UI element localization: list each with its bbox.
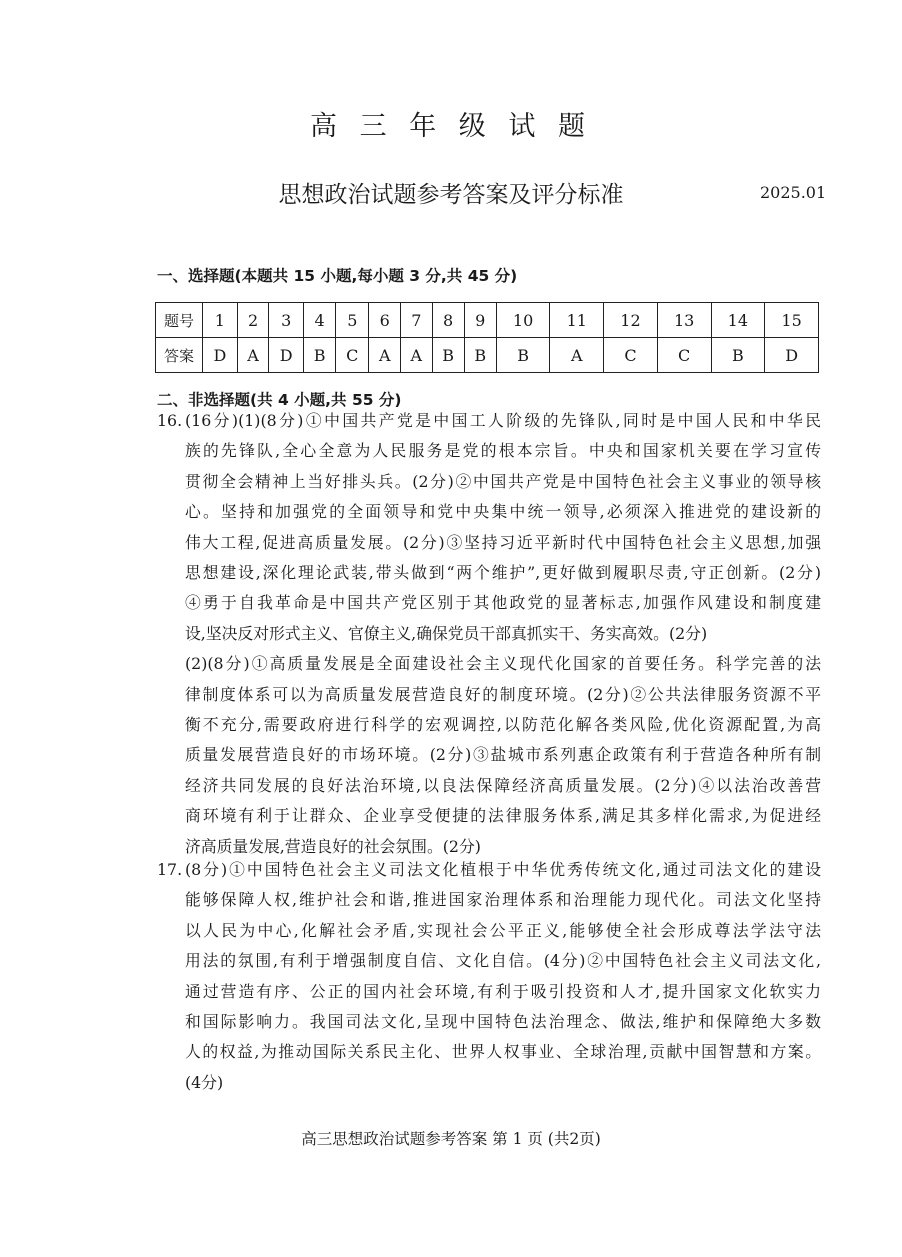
answer-line: 设,坚决反对形式主义、官僚主义,确保党员干部真抓实干、务实高效。(2分): [185, 623, 708, 643]
answer-line: ④勇于自我革命是中国共产党区别于其他政党的显著标志,加强作风建设和制度建: [185, 593, 821, 613]
table-row-label: 答案: [156, 338, 203, 373]
question-17: [157, 855, 821, 1098]
table-cell-answer: B: [496, 338, 550, 373]
document-date: 2025.01: [760, 183, 827, 202]
answer-line: 济高质量发展,营造良好的社会氛围。(2分): [185, 836, 481, 856]
document-subtitle: 思想政治试题参考答案及评分标准: [278, 182, 624, 208]
table-cell-number: 7: [401, 303, 433, 338]
answer-table-number-row: [156, 303, 819, 338]
table-row-label: 题号: [156, 303, 203, 338]
table-cell-number: 5: [336, 303, 369, 338]
table-cell-number: 14: [711, 303, 765, 338]
answer-line: 衡不充分,需要政府进行科学的宏观调控,以防范化解各类风险,优化资源配置,为高: [185, 715, 821, 735]
table-cell-answer: A: [401, 338, 433, 373]
answer-line: (16分)(1)(8分)①中国共产党是中国工人阶级的先锋队,同时是中国人民和中华民: [185, 411, 821, 430]
question-number: 16.: [157, 411, 183, 430]
question-16: [157, 406, 821, 862]
table-cell-answer: D: [269, 338, 304, 373]
table-cell-answer: B: [711, 338, 765, 373]
table-cell-answer: C: [336, 338, 369, 373]
answer-line: 能够保障人权,维护社会和谐,推进国家治理体系和治理能力现代化。司法文化坚持: [185, 890, 821, 910]
answer-line: 以人民为中心,化解社会矛盾,实现社会公平正义,能够使全社会形成尊法学法守法: [185, 920, 821, 940]
table-cell-number: 11: [550, 303, 604, 338]
answer-line: 贯彻全会精神上当好排头兵。(2分)②中国共产党是中国特色社会主义事业的领导核: [185, 471, 821, 491]
table-cell-answer: A: [550, 338, 604, 373]
answer-line: 用法的氛围,有利于增强制度自信、文化自信。(4分)②中国特色社会主义司法文化,: [185, 951, 821, 971]
answer-line: 经济共同发展的良好法治环境,以良法保障经济高质量发展。(2分)④以法治改善营: [185, 775, 821, 795]
table-cell-number: 12: [604, 303, 658, 338]
answer-line: 和国际影响力。我国司法文化,呈现中国特色法治理念、做法,维护和保障绝大多数: [185, 1012, 821, 1032]
answer-line: 人的权益,为推动国际关系民主化、世界人权事业、全球治理,贡献中国智慧和方案。: [185, 1042, 821, 1062]
page-title: 高 三 年 级 试 题: [310, 111, 592, 142]
table-cell-number: 2: [237, 303, 269, 338]
table-cell-answer: A: [237, 338, 269, 373]
table-cell-answer: B: [432, 338, 464, 373]
answer-line: 思想建设,深化理论武装,带头做到“两个维护”,更好做到履职尽责,守正创新。(2分): [185, 563, 821, 583]
answer-line: 质量发展营造良好的市场环境。(2分)③盐城市系列惠企政策有利于营造各种所有制: [185, 745, 821, 765]
table-cell-answer: A: [369, 338, 401, 373]
table-cell-number: 3: [269, 303, 304, 338]
answer-table: [155, 302, 819, 373]
table-cell-number: 4: [304, 303, 336, 338]
table-cell-answer: C: [604, 338, 658, 373]
answer-line: (4分): [185, 1072, 224, 1092]
answer-line: (2)(8分)①高质量发展是全面建设社会主义现代化国家的首要任务。科学完善的法: [185, 654, 821, 674]
table-cell-number: 6: [369, 303, 401, 338]
section1-heading: 一、选择题(本题共 15 小题,每小题 3 分,共 45 分): [157, 267, 518, 285]
answer-table-answer-row: [156, 338, 819, 373]
table-cell-answer: B: [304, 338, 336, 373]
table-cell-number: 13: [657, 303, 711, 338]
table-cell-number: 1: [203, 303, 238, 338]
section2-heading: 二、非选择题(共 4 小题,共 55 分): [157, 391, 402, 409]
answer-line: 律制度体系可以为高质量发展营造良好的制度环境。(2分)②公共法律服务资源不平: [185, 684, 821, 704]
table-cell-answer: C: [657, 338, 711, 373]
table-cell-number: 8: [432, 303, 464, 338]
answer-line: 通过营造有序、公正的国内社会环境,有利于吸引投资和人才,提升国家文化软实力: [185, 981, 821, 1001]
question-number: 17.: [157, 860, 183, 879]
answer-line: 伟大工程,促进高质量发展。(2分)③坚持习近平新时代中国特色社会主义思想,加强: [185, 532, 821, 552]
answer-line: (8分)①中国特色社会主义司法文化植根于中华优秀传统文化,通过司法文化的建设: [185, 860, 821, 879]
table-cell-number: 15: [765, 303, 819, 338]
table-cell-number: 9: [464, 303, 496, 338]
answer-line: 商环境有利于让群众、企业享受便捷的法律服务体系,满足其多样化需求,为促进经: [185, 806, 821, 826]
table-cell-answer: D: [203, 338, 238, 373]
table-cell-number: 10: [496, 303, 550, 338]
table-cell-answer: B: [464, 338, 496, 373]
page-footer: 高三思想政治试题参考答案 第 1 页 (共2页): [301, 1130, 601, 1148]
table-cell-answer: D: [765, 338, 819, 373]
answer-line: 心。坚持和加强党的全面领导和党中央集中统一领导,必须深入推进党的建设新的: [185, 502, 821, 522]
answer-line: 族的先锋队,全心全意为人民服务是党的根本宗旨。中央和国家机关要在学习宣传: [185, 441, 821, 461]
